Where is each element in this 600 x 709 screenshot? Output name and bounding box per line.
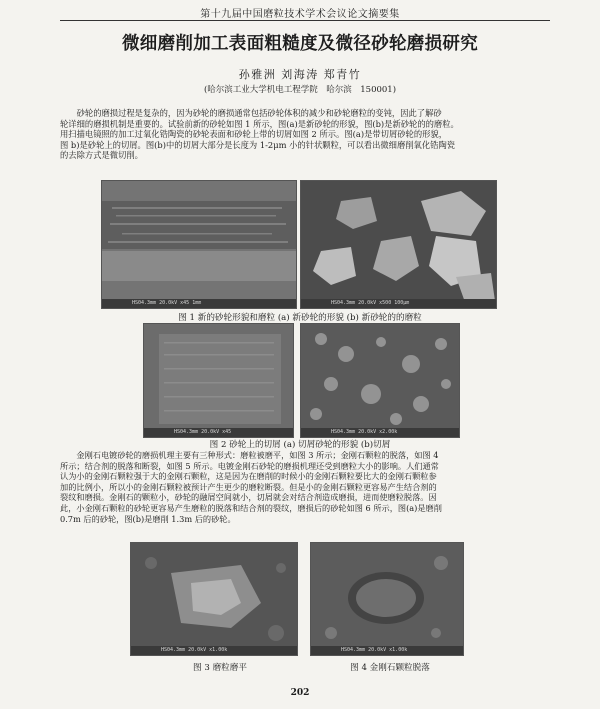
sem-scale-bar: HS04.3mm 20.0kV x2.00k: [301, 428, 459, 437]
sem-scale-bar: HS04.3mm 20.0kV x1.00k: [131, 646, 297, 655]
paragraph-line: 所示；结合剂的脱落和断裂，如图 5 所示。电镀金刚石砂轮的磨损机理还受到磨粒大小的影响。人们通常: [60, 460, 439, 471]
paragraph-line: 用扫描电镜照的加工过氧化锆陶瓷的砂轮表面和砂轮上带的切屑如图 2 所示。图(a)是带切屑砂轮的形貌，: [60, 129, 448, 140]
paragraph-line: 图 b)是砂轮上的切屑。图(b)中的切屑大部分是长度为 1-2μm 小的针状颗粒，可以看出微细磨削氧化锆陶瓷: [60, 139, 456, 150]
author-list: 孙雅洲 刘海涛 郑青竹: [238, 68, 362, 81]
figure-1b-photo: [300, 180, 497, 309]
article-title: 微细磨削加工表面粗糙度及微径砂轮磨损研究: [122, 34, 478, 54]
figure-4-photo: [310, 542, 464, 656]
figure-2a-photo: [143, 323, 294, 438]
sem-scale-bar: HS04.3mm 20.0kV x45: [144, 428, 293, 437]
sem-texture: [144, 324, 293, 437]
sem-texture: [311, 543, 463, 655]
figure-3-photo: [130, 542, 298, 656]
figure-2b-photo: [300, 323, 460, 438]
paragraph-line: 认为小的金刚石颗粒强于大的金刚石颗粒，这是因为在磨削的时候小的金刚石颗粒要比大的金刚石颗粒参: [60, 471, 437, 482]
paragraph-line: 此，小金刚石颗粒的砂轮更容易产生磨粒的脱落和结合剂的裂纹，磨损后的砂轮如图 6 所示，图(a)是磨削: [60, 502, 442, 513]
figure-4-caption: 图 4 金刚石颗粒脱落: [350, 663, 430, 673]
paragraph-line: 的去除方式是微切削。: [60, 150, 143, 161]
sem-texture: [131, 543, 297, 655]
paragraph-line: 砂轮的磨损过程是复杂的，因为砂轮的磨损通常包括砂轮体积的减少和砂轮磨粒的变钝，因此了解砂: [60, 108, 442, 118]
running-header: 第十九届中国磨粒技术学术会议论文摘要集: [200, 9, 400, 20]
paragraph-line: 裂纹和磨损。金刚石的颗粒小，砂轮的融屑空间就小，切屑就会对结合剂造成磨损，进而使磨粒脱落。因: [60, 492, 437, 503]
sem-texture: [301, 181, 496, 308]
author-affiliation: (哈尔滨工业大学机电工程学院 哈尔滨 150001): [203, 85, 397, 95]
paragraph-1: [60, 108, 550, 172]
page-number: 202: [290, 688, 310, 698]
paragraph-2: [60, 450, 550, 542]
sem-scale-bar: HS04.3mm 20.0kV x500 100μm: [301, 299, 496, 308]
paragraph-line: 0.7m 后的砂轮，图(b)是磨削 1.3m 后的砂轮。: [60, 513, 236, 524]
header-rule: [60, 20, 550, 21]
figure-3-caption: 图 3 磨粒磨平: [193, 663, 247, 673]
paragraph-line: 轮详细的磨损机制是重要的。试验前新的砂轮如图 1 所示，图(a)是新砂轮的形貌，图(b)是新砂轮的的磨粒。: [60, 118, 459, 129]
paragraph-line: 加的比例小，所以小的金刚石颗粒被预计产生更少的磨粒断裂。但是小的金刚石颗粒更容易产生结合剂的: [60, 481, 437, 492]
sem-scale-bar: HS04.3mm 20.0kV x1.00k: [311, 646, 463, 655]
sem-scale-bar: HS04.3mm 20.0kV x45 1mm: [102, 299, 296, 308]
paragraph-line: 金刚石电镀砂轮的磨损机理主要有三种形式：磨粒被磨平，如图 3 所示；金刚石颗粒的脱落，如图 4: [60, 450, 439, 460]
figure-2-caption: 图 2 砂轮上的切屑 (a) 切屑砂轮的形貌 (b)切屑: [209, 440, 391, 450]
figure-1a-photo: [101, 180, 297, 309]
sem-texture: [301, 324, 459, 437]
figure-1-caption: 图 1 新的砂轮形貌和磨粒 (a) 新砂轮的形貌 (b) 新砂轮的的磨粒: [178, 313, 422, 323]
sem-texture: [102, 181, 296, 308]
